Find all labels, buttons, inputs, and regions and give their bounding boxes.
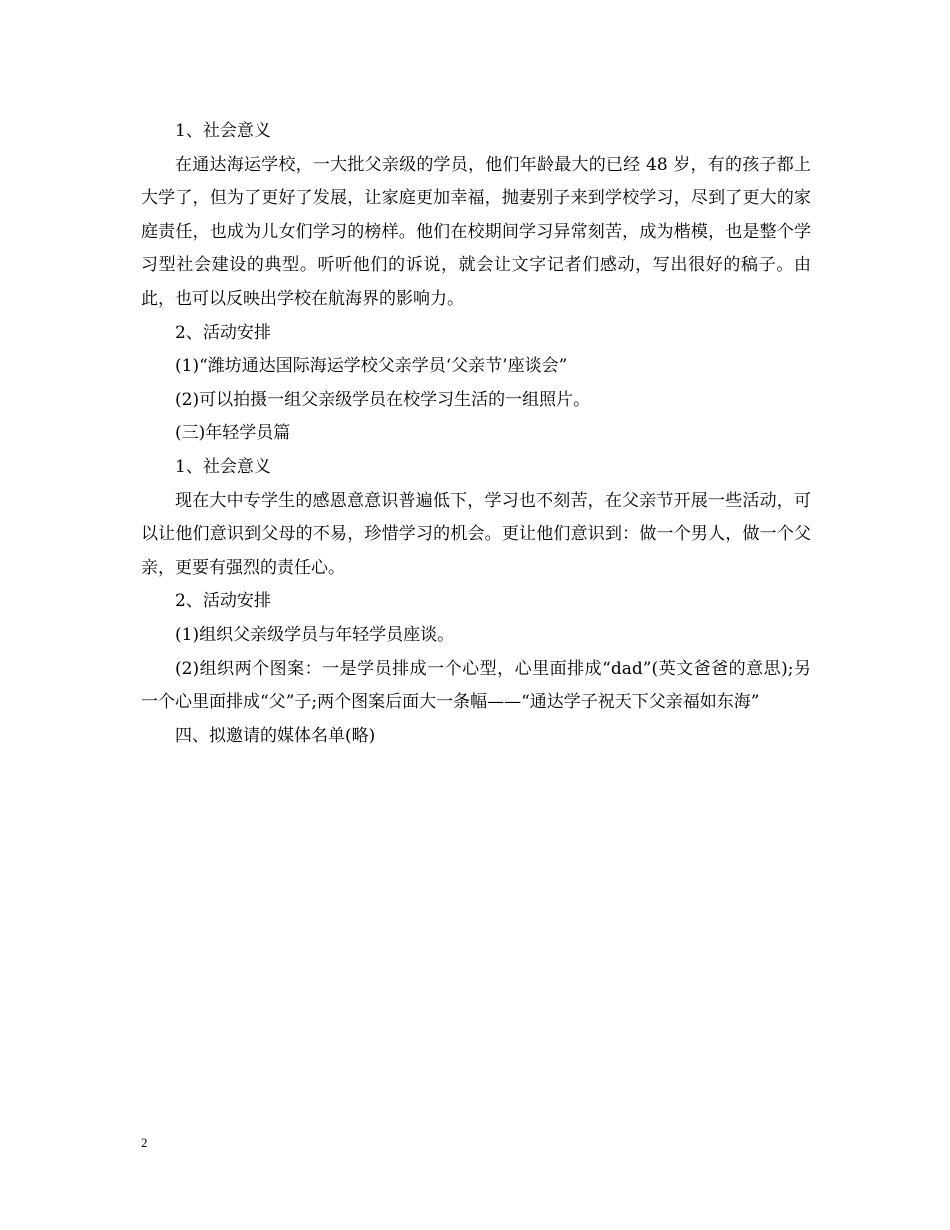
section-heading-young-students: (三)年轻学员篇: [175, 423, 291, 444]
paragraph-young-students: 现在大中专学生的感恩意意识普遍低下，学习也不刻苦，在父亲节开展一些活动，可以让他们意识到父母的不易，珍惜学习的机会。更让他们意识到：做一个男人，做一个父亲，更要有强烈的责任心。: [141, 490, 811, 578]
section-heading-activity-arrangement: 2、活动安排: [175, 322, 271, 343]
section-heading-media-list: 四、拟邀请的媒体名单(略): [175, 725, 376, 746]
section-heading-social-meaning: 1、社会意义: [175, 121, 271, 141]
list-item-forum: (1)“潍坊通达国际海运学校父亲学员‘父亲节’座谈会”: [175, 356, 568, 377]
section-heading-social-meaning-2: 1、社会意义: [175, 456, 271, 477]
list-item-photos: (2)可以拍摄一组父亲级学员在校学习生活的一组照片。: [175, 389, 591, 410]
list-item-patterns: (2)组织两个图案：一是学员排成一个心型，心里面排成“dad”(英文爸爸的意思);另一个心里面排成“父”子;两个图案后面大一条幅——“通达学子祝天下父亲福如东海”: [141, 658, 811, 713]
paragraph-father-students: 在通达海运学校，一大批父亲级的学员，他们年龄最大的已经 48 岁，有的孩子都上大学了，但为了更好了发展，让家庭更加幸福，抛妻别子来到学校学习，尽到了更大的家庭责任，也成为儿女们学习的榜样。他们在校期间学习异常刻苦，成为楷模，也是整个学习型社会建设的典型。听听他们的诉说，就会让文字记者们感动，写出很好的稿子。由此，也可以反映出学校在航海界的影响力。: [141, 154, 811, 309]
list-item-discussion: (1)组织父亲级学员与年轻学员座谈。: [175, 624, 455, 645]
page-number: 2: [141, 1135, 148, 1150]
section-heading-activity-arrangement-2: 2、活动安排: [175, 591, 271, 612]
document-body: [141, 115, 811, 753]
